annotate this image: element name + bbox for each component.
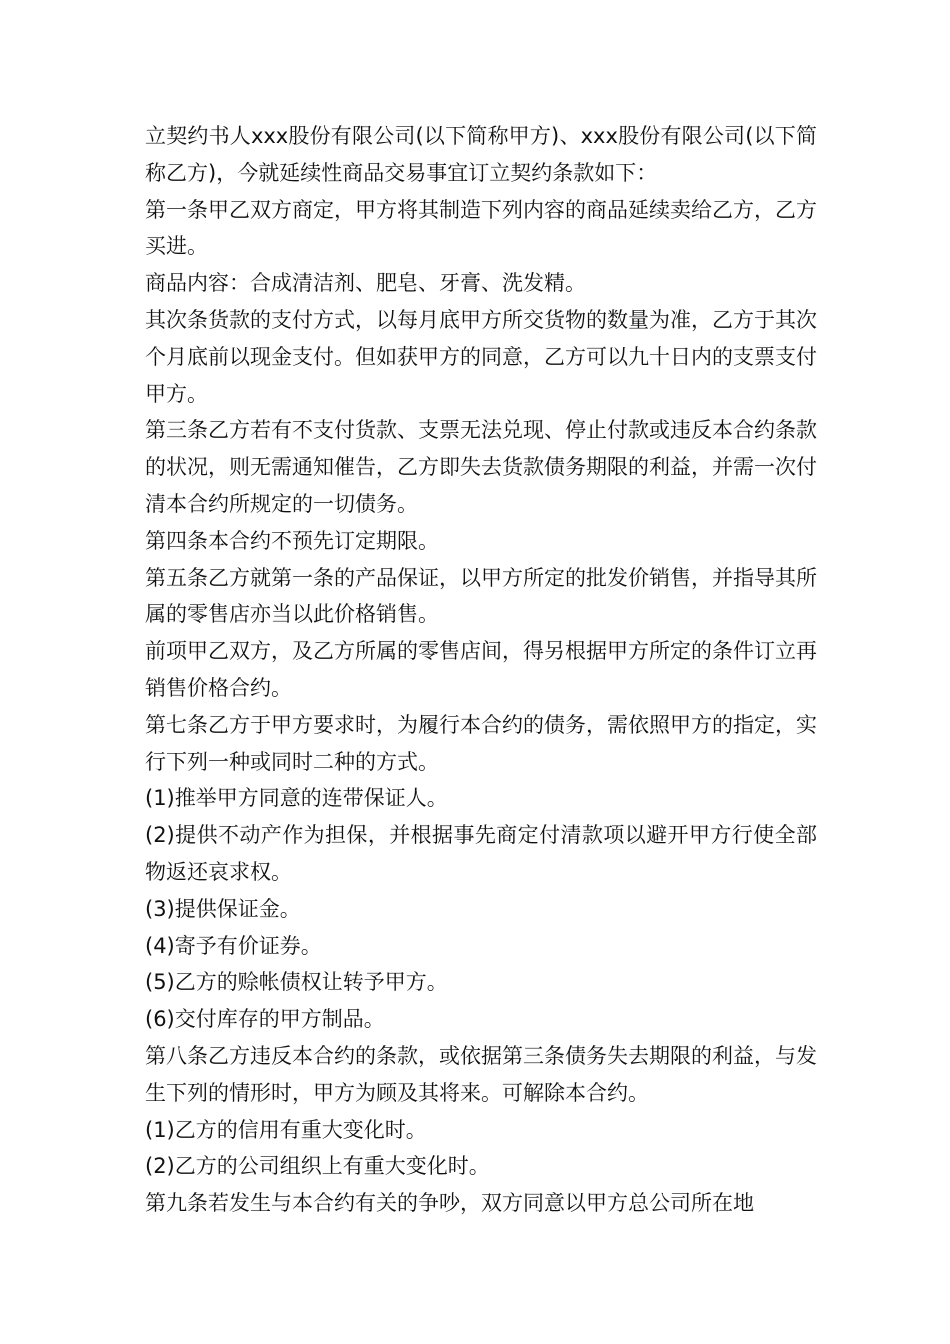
paragraph-goods-content: 商品内容：合成清洁剂、肥皂、牙膏、洗发精。 — [145, 271, 586, 296]
paragraph-article-8: 第八条乙方违反本合约的条款，或依据第三条债务失去期限的利益，与发生下列的情形时，甲方为顾及其将来。可解除本合约。 — [145, 1043, 817, 1105]
document-body — [145, 118, 817, 1222]
paragraph-resale-price: 前项甲乙双方，及乙方所属的零售店间，得另根据甲方所定的条件订立再销售价格合约。 — [145, 639, 817, 700]
paragraph-article-9: 第九条若发生与本合约有关的争吵，双方同意以甲方总公司所在地 — [145, 1191, 754, 1216]
list-item-7-4: (4)寄予有价证券。 — [145, 933, 322, 958]
paragraph-article-1: 第一条甲乙双方商定，甲方将其制造下列内容的商品延续卖给乙方，乙方买进。 — [145, 197, 817, 259]
paragraph-article-5: 第五条乙方就第一条的产品保证，以甲方所定的批发价销售，并指导其所属的零售店亦当以此价格销售。 — [145, 565, 817, 627]
paragraph-article-2: 其次条货款的支付方式，以每月底甲方所交货物的数量为准，乙方于其次个月底前以现金支付。但如获甲方的同意，乙方可以九十日内的支票支付甲方。 — [145, 307, 817, 406]
paragraph-article-3: 第三条乙方若有不支付货款、支票无法兑现、停止付款或违反本合约条款的状况，则无需通知催告，乙方即失去货款债务期限的利益，并需一次付清本合约所规定的一切债务。 — [145, 418, 817, 516]
list-item-8-1: (1)乙方的信用有重大变化时。 — [145, 1117, 427, 1142]
list-item-7-6: (6)交付库存的甲方制品。 — [145, 1007, 385, 1032]
list-item-7-5: (5)乙方的赊帐债权让转予甲方。 — [145, 970, 448, 995]
list-item-7-1: (1)推举甲方同意的连带保证人。 — [145, 786, 448, 811]
list-item-8-2: (2)乙方的公司组织上有重大变化时。 — [145, 1154, 490, 1179]
paragraph-article-4: 第四条本合约不预先订定期限。 — [145, 528, 439, 553]
list-item-7-3: (3)提供保证金。 — [145, 896, 301, 921]
paragraph-article-7: 第七条乙方于甲方要求时，为履行本合约的债务，需依照甲方的指定，实行下列一种或同时二种的方式。 — [145, 712, 817, 774]
paragraph-preamble: 立契约书人xxx股份有限公司(以下简称甲方)、xxx股份有限公司(以下简称乙方)，今就延续性商品交易事宜订立契约条款如下： — [145, 124, 817, 185]
list-item-7-2: (2)提供不动产作为担保，并根据事先商定付清款项以避开甲方行使全部物返还哀求权。 — [145, 823, 817, 884]
